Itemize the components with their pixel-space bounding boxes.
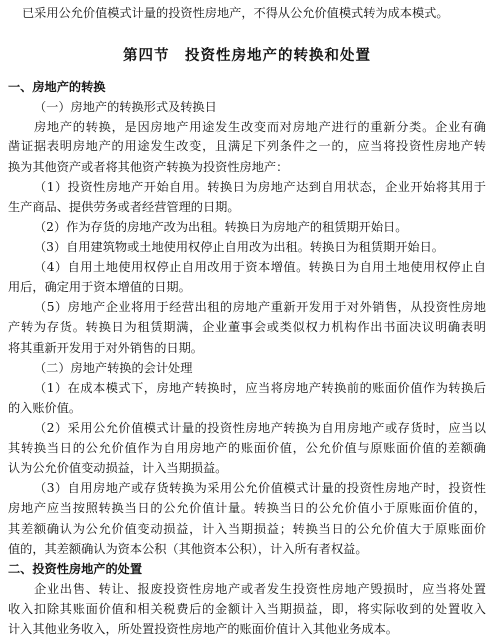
list-item-line: 将其重新开发用于对外销售的日期。	[8, 340, 203, 355]
paragraph-line: 收入扣除其账面价值和相关税费后的金额计入当期损益，即，将实际收到的处置收入	[8, 601, 486, 616]
intro-paragraph: 已采用公允价值模式计量的投资性房地产，不得从公允价值模式转为成本模式。	[22, 6, 449, 20]
paragraph-line: 计入其他业务收入，所处置投资性房地产的账面价值计入其他业务成本。	[8, 622, 398, 636]
sub2-heading: （二）房地产转换的会计处理	[34, 360, 193, 375]
list-item-line: 值的，其差额确认为资本公积（其他资本公积），计入所有者权益。	[8, 541, 368, 556]
list-item-line: 用后，确定用于资本增值的日期。	[8, 280, 191, 295]
list-item-line: （4）自用土地使用权停止自用改用于资本增值。转换日为自用土地使用权停止自	[34, 260, 486, 275]
part2-heading: 二、投资性房地产的处置	[8, 561, 143, 576]
paragraph-line: 企业出售、转让、报废投资性房地产或者发生投资性房地产毁损时，应当将处置	[34, 581, 486, 596]
list-item-line: 认为公允价值变动损益，计入当期损益。	[8, 461, 228, 476]
list-item-line: 其差额确认为公允价值变动损益，计入当期损益；转换当日的公允价值大于原账面价	[8, 521, 486, 536]
list-item-line: （1）投资性房地产开始自用。转换日为房地产达到自用状态，企业开始将其用于	[34, 179, 486, 194]
paragraph-line: 房地产的转换，是因房地产用途发生改变而对房地产进行的重新分类。企业有确	[34, 120, 486, 135]
list-item-line: 生产商品、提供劳务或者经营管理的日期。	[8, 199, 240, 214]
list-item-line: （1）在成本模式下，房地产转换时，应当将房地产转换前的账面价值作为转换后	[34, 380, 486, 395]
sub1-heading: （一）房地产的转换形式及转换日	[34, 100, 217, 115]
part1-heading: 一、房地产的转换	[8, 80, 106, 94]
section-title: 第四节 投资性房地产的转换和处置	[123, 48, 371, 64]
list-item-line: （2）采用公允价值模式计量的投资性房地产转换为自用房地产或存货时，应当以	[34, 420, 486, 435]
paragraph-line: 凿证据表明房地产的用途发生改变，且满足下列条件之一的，应当将投资性房地产转	[8, 139, 486, 154]
list-item-line: 其转换当日的公允价值作为自用房地产的账面价值，公允价值与原账面价值的差额确	[8, 441, 486, 455]
list-item-line: 产转为存货。转换日为租赁期满，企业董事会或类似权力机构作出书面决议明确表明	[8, 320, 486, 335]
list-item-line: （3）自用房地产或存货转换为采用公允价值模式计量的投资性房地产时，投资性	[34, 481, 486, 496]
list-item-line: （3）自用建筑物或土地使用权停止自用改为出租。转换日为租赁期开始日。	[34, 240, 444, 254]
list-item-line: 房地产应当按照转换当日的公允价值计量。转换当日的公允价值小于原账面价值的，	[8, 501, 486, 516]
list-item-line: 的入账价值。	[8, 400, 82, 415]
paragraph-line: 换为其他资产或者将其他资产转换为投资性房地产：	[8, 159, 289, 174]
list-item-line: （5）房地产企业将用于经营出租的房地产重新开发用于对外销售，从投资性房地	[34, 300, 486, 315]
list-item-line: （2）作为存货的房地产改为出租。转换日为房地产的租赁期开始日。	[34, 219, 408, 234]
